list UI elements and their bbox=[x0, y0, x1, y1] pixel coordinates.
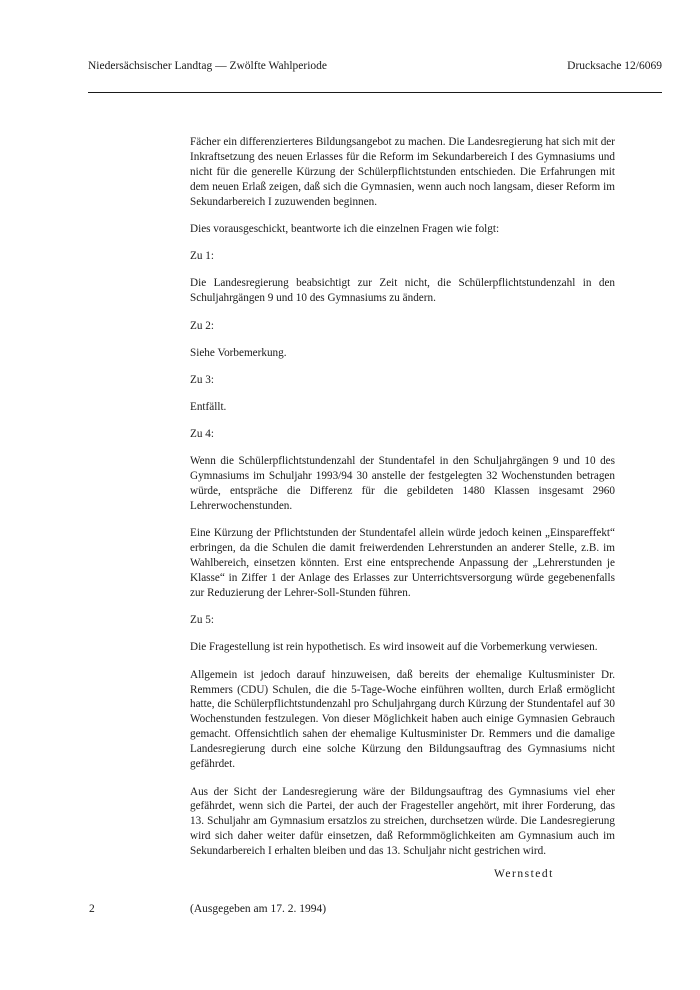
page-number: 2 bbox=[89, 903, 95, 915]
paragraph-preface: Dies vorausgeschickt, beantworte ich die einzelnen Fragen wie folgt: bbox=[190, 223, 500, 236]
heading-zu-3: Zu 3: bbox=[190, 373, 214, 386]
answer-3: Entfällt. bbox=[190, 400, 227, 413]
heading-zu-4: Zu 4: bbox=[190, 428, 214, 441]
header-rule bbox=[88, 92, 662, 93]
answer-4a: Wenn die Schülerpflichtstundenzahl der Stundentafel in den Schuljahrgängen 9 und 10 des Gymnasiums im Schuljahr 1993/94 30 anstelle der festgelegten 32 Wochenstunden betragen würde, entspräche die Differenz für die gebildeten 1480 Klassen insgesamt 2960 Lehrerwochenstunden. bbox=[190, 455, 615, 512]
heading-zu-5: Zu 5: bbox=[190, 614, 214, 627]
header-document-number: Drucksache 12/6069 bbox=[567, 60, 662, 72]
answer-2: Siehe Vorbemerkung. bbox=[190, 346, 287, 359]
answer-1: Die Landesregierung beabsichtigt zur Zeit nicht, die Schülerpflichtstundenzahl in den Schuljahrgängen 9 und 10 des Gymnasiums zu ändern. bbox=[190, 277, 615, 305]
answer-5a: Die Fragestellung ist rein hypothetisch. Es wird insoweit auf die Vorbemerkung verwiesen. bbox=[190, 641, 598, 654]
document-body bbox=[190, 135, 615, 872]
issue-date: (Ausgegeben am 17. 2. 1994) bbox=[190, 903, 327, 915]
heading-zu-2: Zu 2: bbox=[190, 319, 214, 332]
page-header bbox=[88, 60, 662, 72]
answer-4b: Eine Kürzung der Pflichtstunden der Stundentafel allein würde jedoch keinen „Einspareffekt“ erbringen, da die Schulen die damit freiwerdenden Lehrerstunden an anderer Stelle, z.B. im Wahlbereich, einsetzen könnten. Erst eine entsprechende Anpassung der „Lehrerstunden je Klasse“ in Ziffer 1 der Anlage des Erlasses zur Unterrichtsversorgung würde gegebenenfalls zur Reduzierung der Lehrer-Soll-Stunden führen. bbox=[190, 527, 615, 599]
heading-zu-1: Zu 1: bbox=[190, 250, 214, 263]
answer-5b: Allgemein ist jedoch darauf hinzuweisen, daß bereits der ehemalige Kultusminister Dr. Remmers (CDU) Schulen, die die 5-Tage-Woche einführen wollten, durch Erlaß ermöglicht hatte, die Schülerpflichtstundenzahl pro Schuljahrgang durch Kürzung der Stundentafel auf 30 Wochenstunden festzulegen. Von dieser Möglichkeit haben auch einige Gymnasien Gebrauch gemacht. Offensichtlich sahen der ehemalige Kultusminister Dr. Remmers und die damalige Landesregierung durch eine solche Kürzung den Bildungsauftrag des Gymnasiums nicht gefährdet. bbox=[190, 668, 615, 771]
header-title: Niedersächsischer Landtag — Zwölfte Wahlperiode bbox=[88, 60, 327, 72]
paragraph-intro: Fächer ein differenzierteres Bildungsangebot zu machen. Die Landesregierung hat sich mit der Inkraftsetzung des neuen Erlasses für die Reform im Sekundarbereich I des Gymnasiums und nicht für die generelle Kürzung der Schülerpflichtstunden entschieden. Die Erfahrungen mit dem neuen Erlaß zeigen, daß sich die Gymnasien, wenn auch noch langsam, dieser Reform im Sekundarbereich I zuzuwenden beginnen. bbox=[190, 136, 615, 208]
answer-5c: Aus der Sicht der Landesregierung wäre der Bildungsauftrag des Gymnasiums viel eher gefährdet, wenn sich die Partei, der auch der Fragesteller angehört, mit ihrer Forderung, das 13. Schuljahr am Gymnasium ersatzlos zu streichen, durchsetzen würde. Die Landesregierung wird sich daher weiter dafür einsetzen, daß Reformmöglichkeiten am Gymnasium auch im Sekundarbereich I erhalten bleiben und das 13. Schuljahr nicht gestrichen wird. bbox=[190, 785, 615, 858]
signature: Wernstedt bbox=[494, 868, 554, 880]
